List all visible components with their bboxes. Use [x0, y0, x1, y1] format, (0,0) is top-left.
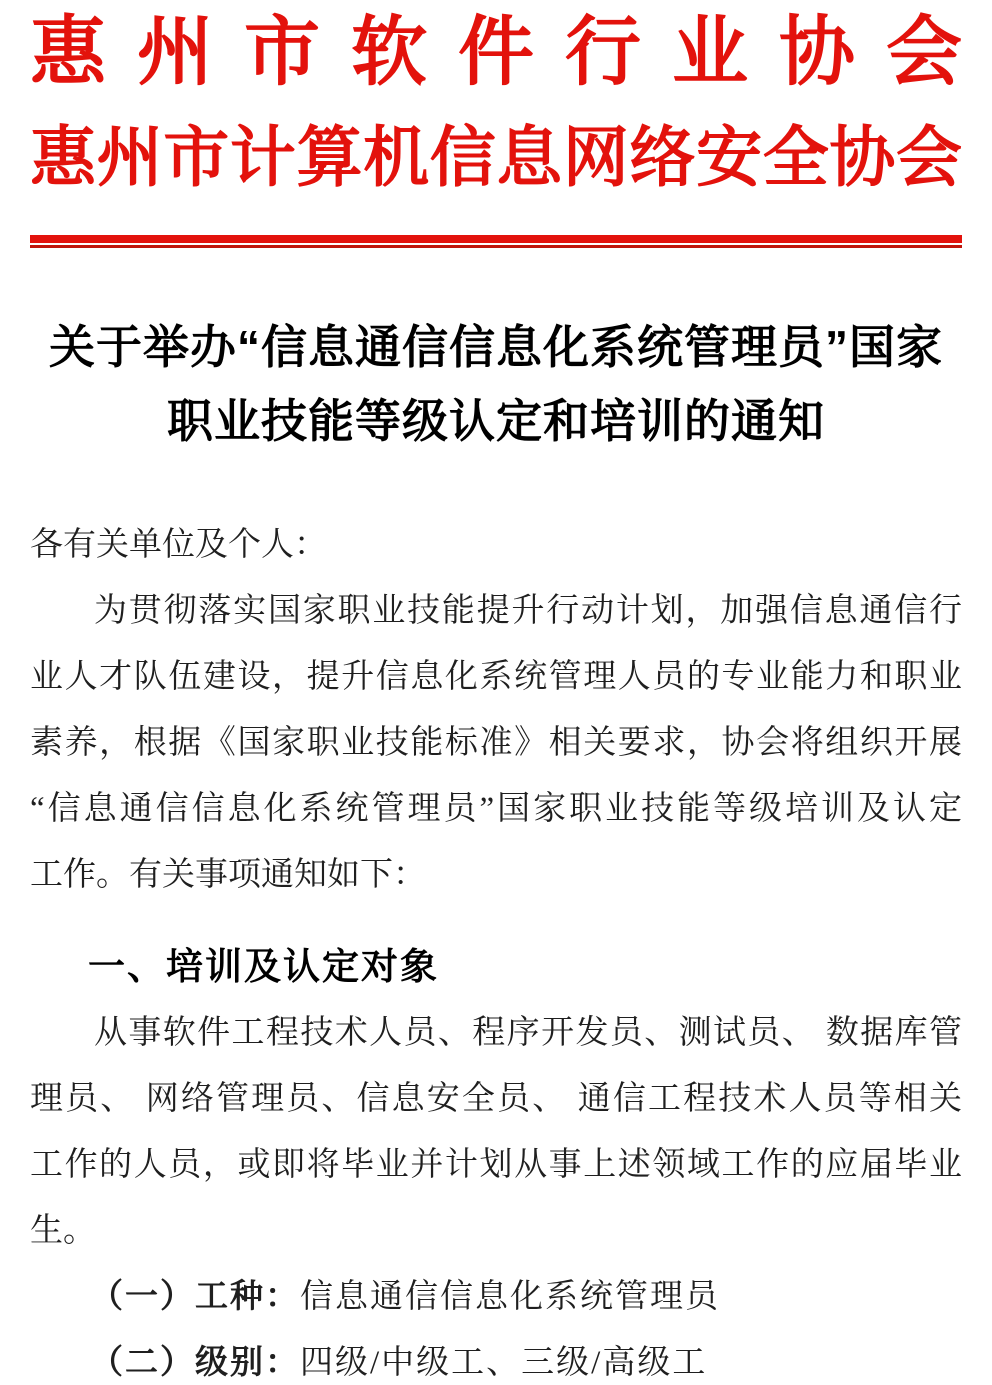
- divider-thick-line: [30, 235, 962, 243]
- letterhead: [30, 11, 962, 248]
- section-heading-training-targets: 一、培训及认定对象: [88, 946, 439, 988]
- list-item-occupation-value: 信息通信信息化系统管理员: [300, 1279, 720, 1316]
- list-item-occupation-label: （一）工种：: [90, 1279, 300, 1316]
- paragraph-1: [30, 578, 962, 908]
- paragraph-2-line: 工作的人员，或即将毕业并计划从事上述领域工作的应届毕业: [30, 1147, 962, 1184]
- list-item-occupation: [30, 1264, 962, 1330]
- notice-title: [30, 310, 962, 458]
- paragraph-2: [30, 1000, 962, 1264]
- notice-title-line2: 职业技能等级认定和培训的通知: [167, 395, 825, 448]
- list-item-level-label: （二）级别：: [90, 1345, 300, 1382]
- paragraph-1-line: 工作。有关事项通知如下：: [30, 857, 426, 894]
- notice-title-line1: 关于举办“信息通信信息化系统管理员”国家: [49, 321, 943, 374]
- paragraph-2-line: 生。: [30, 1213, 96, 1250]
- divider-thin-line: [30, 245, 962, 248]
- org-name-line1: 惠州市软件行业协会: [30, 11, 962, 95]
- paragraph-1-line: 为贯彻落实国家职业技能提升行动计划，加强信息通信行: [94, 593, 962, 630]
- paragraph-2-line: 从事软件工程技术人员、程序开发员、测试员、 数据库管: [94, 1015, 962, 1052]
- org-name-line2: 惠州市计算机信息网络安全协会: [30, 121, 962, 195]
- list-item-level: [30, 1330, 962, 1385]
- paragraph-1-line: 素养，根据《国家职业技能标准》相关要求，协会将组织开展: [30, 725, 962, 762]
- paragraph-1-line: 业人才队伍建设，提升信息化系统管理人员的专业能力和职业: [30, 659, 962, 696]
- letterhead-divider: [30, 235, 962, 248]
- salutation: 各有关单位及个人：: [30, 527, 327, 564]
- paragraph-1-line: “信息通信信息化系统管理员”国家职业技能等级培训及认定: [30, 791, 962, 828]
- notice-body: [30, 512, 962, 1385]
- paragraph-2-line: 理员、 网络管理员、信息安全员、 通信工程技术人员等相关: [30, 1081, 962, 1118]
- list-item-level-value: 四级/中级工、三级/高级工: [300, 1345, 708, 1382]
